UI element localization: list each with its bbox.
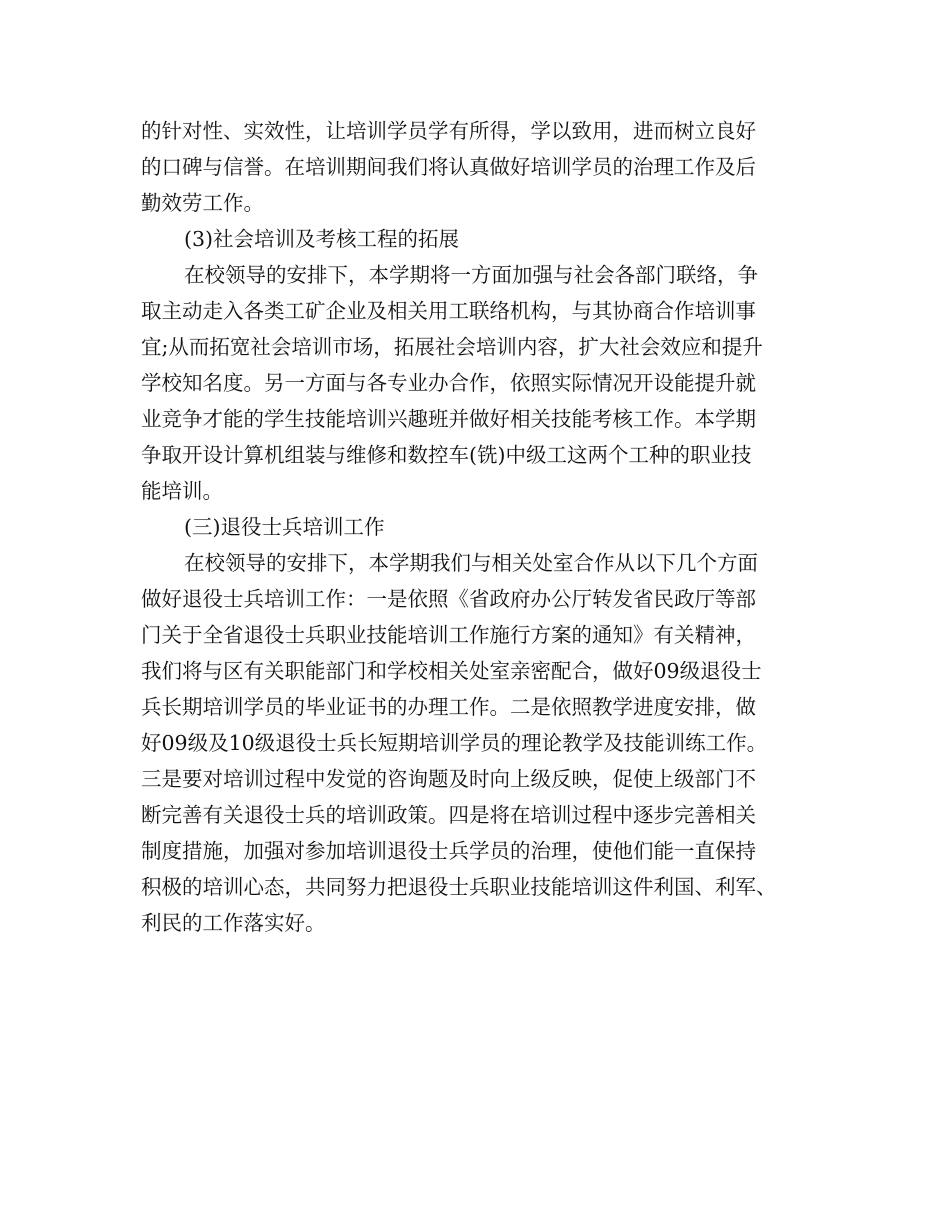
text-line: 能培训。 <box>141 479 223 503</box>
text-line: 制度措施，加强对参加培训退役士兵学员的治理，使他们能一直保持 <box>141 839 756 863</box>
text-line: 在校领导的安排下，本学期将一方面加强与社会各部门联络，争 <box>184 263 758 287</box>
text-line: 在校领导的安排下，本学期我们与相关处室合作从以下几个方面 <box>184 551 758 575</box>
text-line: 利民的工作落实好。 <box>141 911 326 935</box>
text-line: 争取开设计算机组装与维修和数控车(铣)中级工这两个工种的职业技 <box>141 443 752 467</box>
text-line: 断完善有关退役士兵的培训政策。四是将在培训过程中逐步完善相关 <box>141 803 756 827</box>
text-line: 宜;从而拓宽社会培训市场，拓展社会培训内容，扩大社会效应和提升 <box>141 335 763 359</box>
text-line: 积极的培训心态，共同努力把退役士兵职业技能培训这件利国、利军、 <box>141 875 777 899</box>
text-line: 取主动走入各类工矿企业及相关用工联络机构，与其协商合作培训事 <box>141 299 756 323</box>
text-line: 好09级及10级退役士兵长短期培训学员的理论教学及技能训练工作。 <box>141 731 768 755</box>
text-line: 兵长期培训学员的毕业证书的办理工作。二是依照教学进度安排，做 <box>141 695 756 719</box>
text-line: 学校知名度。另一方面与各专业办合作，依照实际情况开设能提升就 <box>141 371 756 395</box>
text-line: 勤效劳工作。 <box>141 191 264 215</box>
text-line: 业竞争才能的学生技能培训兴趣班并做好相关技能考核工作。本学期 <box>141 407 756 431</box>
text-line: 三是要对培训过程中发觉的咨询题及时向上级反映，促使上级部门不 <box>141 767 756 791</box>
section-heading: (3)社会培训及考核工程的拓展 <box>184 227 460 251</box>
text-line: 的针对性、实效性，让培训学员学有所得，学以致用，进而树立良好 <box>141 119 756 143</box>
text-line: 做好退役士兵培训工作：一是依照《省政府办公厅转发省民政厅等部 <box>141 587 756 611</box>
text-line: 的口碑与信誉。在培训期间我们将认真做好培训学员的治理工作及后 <box>141 155 756 179</box>
text-line: 我们将与区有关职能部门和学校相关处室亲密配合，做好09级退役士 <box>141 659 762 683</box>
section-heading: (三)退役士兵培训工作 <box>184 515 385 539</box>
text-line: 门关于全省退役士兵职业技能培训工作施行方案的通知》有关精神， <box>141 623 756 647</box>
